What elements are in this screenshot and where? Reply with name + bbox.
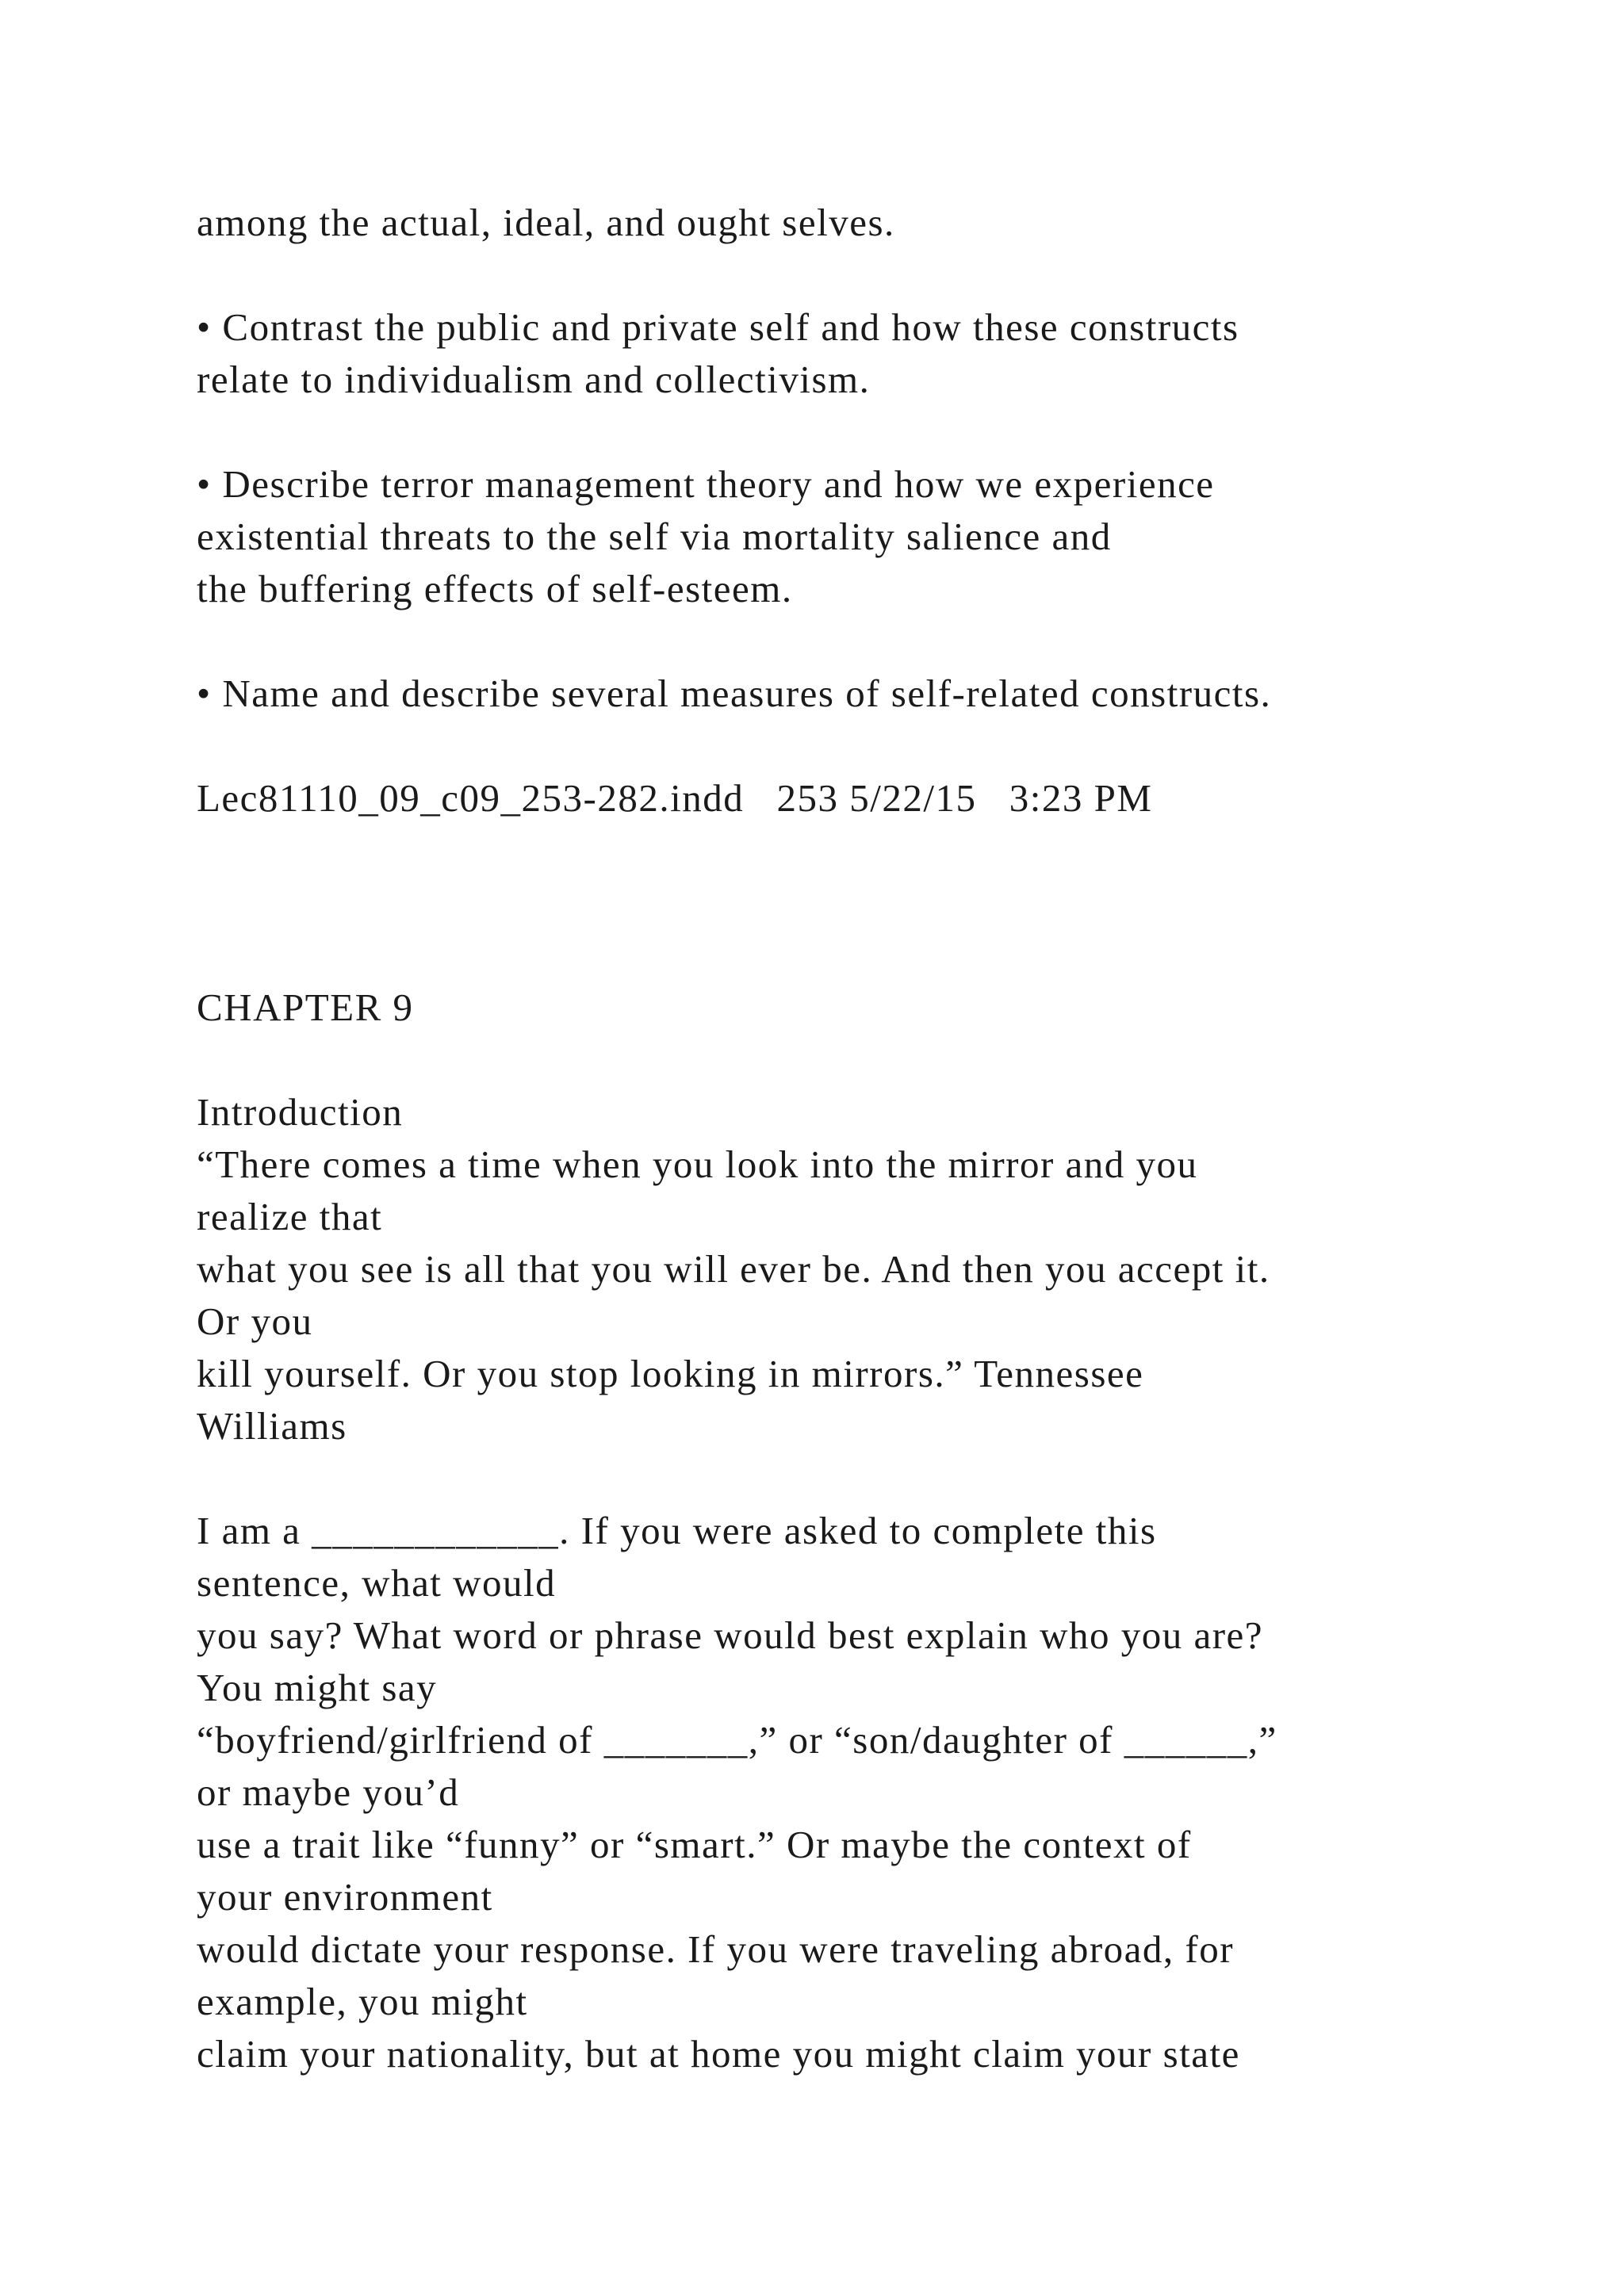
- body-line: or maybe you’d: [197, 1770, 460, 1814]
- quote-line: kill yourself. Or you stop looking in mirrors.” Tennessee: [197, 1352, 1144, 1395]
- bullet-item: • Describe terror management theory and how we experience: [197, 462, 1215, 506]
- quote-line: realize that: [197, 1195, 383, 1238]
- body-line: sentence, what would: [197, 1561, 557, 1605]
- bullet-item: • Contrast the public and private self and how these constructs: [197, 305, 1239, 349]
- body-line: “boyfriend/girlfriend of _______,” or “son/daughter of ______,”: [197, 1718, 1277, 1762]
- quote-line: “There comes a time when you look into the mirror and you: [197, 1142, 1198, 1186]
- body-line: I am a ____________. If you were asked to complete this: [197, 1509, 1157, 1552]
- body-line: example, you might: [197, 1980, 528, 2023]
- page-footer-text: Lec81110_09_c09_253-282.indd 253 5/22/15 3:23 PM: [197, 776, 1153, 820]
- quote-line: what you see is all that you will ever be. And then you accept it.: [197, 1247, 1270, 1291]
- text-line: existential threats to the self via mortality salience and: [197, 515, 1112, 558]
- body-line: you say? What word or phrase would best explain who you are?: [197, 1613, 1264, 1657]
- section-heading: Introduction: [197, 1090, 404, 1134]
- body-line: your environment: [197, 1875, 493, 1919]
- text-line: the buffering effects of self-esteem.: [197, 567, 793, 610]
- body-line: use a trait like “funny” or “smart.” Or maybe the context of: [197, 1823, 1192, 1866]
- text-line: relate to individualism and collectivism.: [197, 358, 871, 401]
- body-line: would dictate your response. If you were traveling abroad, for: [197, 1927, 1235, 1971]
- chapter-heading: CHAPTER 9: [197, 985, 414, 1029]
- quote-line: Or you: [197, 1299, 313, 1343]
- text-line: among the actual, ideal, and ought selves.: [197, 201, 895, 244]
- body-line: You might say: [197, 1666, 438, 1709]
- quote-attribution: Williams: [197, 1404, 347, 1448]
- body-line: claim your nationality, but at home you might claim your state: [197, 2032, 1240, 2076]
- bullet-item: • Name and describe several measures of self-related constructs.: [197, 672, 1272, 715]
